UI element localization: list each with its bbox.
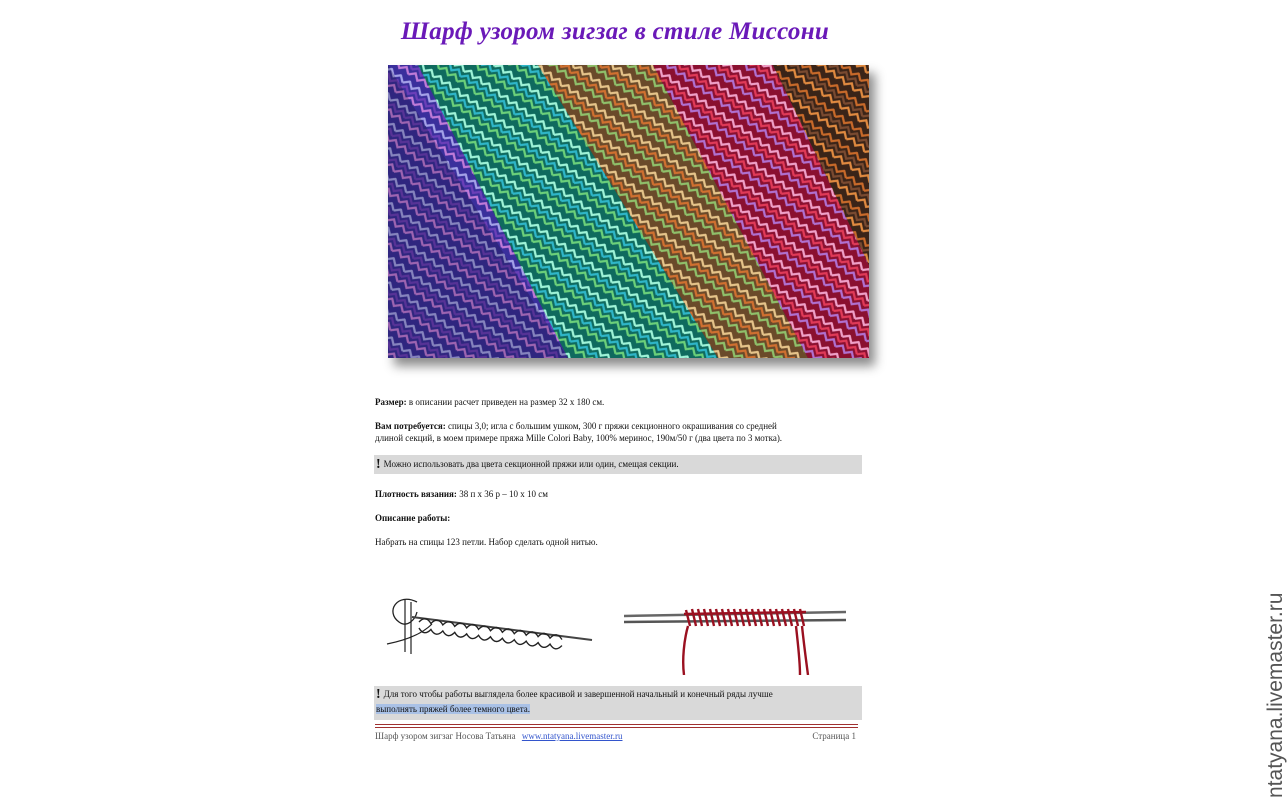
size-label: Размер: (375, 397, 407, 407)
note-dark-rows-line2-selected[interactable]: выполнять пряжей более темного цвета. (376, 704, 530, 714)
footer-page-number: Страница 1 (812, 731, 856, 741)
description-text: Набрать на спицы 123 петли. Набор сделать одной нитью. (375, 537, 598, 547)
note-dark-rows (374, 686, 862, 720)
needles-with-red-yarn (624, 590, 846, 675)
footer-site-link[interactable]: www.ntatyana.livemaster.ru (521, 731, 623, 741)
note-dark-rows-line1: Для того чтобы работы выглядела более красивой и завершенной начальный и конечный ряды лучше (383, 689, 773, 699)
scarf-photo (388, 65, 869, 358)
size-paragraph (375, 396, 860, 408)
exclamation-icon: ! (376, 687, 381, 702)
density-paragraph (375, 488, 860, 500)
zigzag-knit-image (388, 65, 869, 358)
note-two-colors (374, 455, 862, 474)
footer-divider-bottom (375, 727, 858, 728)
description-label: Описание работы: (375, 513, 451, 523)
density-label: Плотность вязания: (375, 489, 457, 499)
needles-photo (624, 590, 846, 675)
materials-line2: длиной секций, в моем примере пряжа Mille Colori Baby, 100% меринос, 190м/50 г (два цвета по 3 мотка). (375, 433, 783, 443)
page-title: Шарф узором зигзаг в стиле Миссони (400, 18, 830, 45)
description-heading (375, 512, 860, 524)
materials-paragraph (375, 420, 860, 444)
size-text: в описании расчет приведен на размер 32 х 180 см. (408, 397, 605, 407)
cast-on-sketch-drawing (377, 582, 597, 672)
materials-line1: спицы 3,0; игла с большим ушком, 300 г пряжи секционного окрашивания со средней (448, 421, 777, 431)
cast-on-sketch (377, 582, 597, 672)
footer-author: Шарф узором зигзаг Носова Татьяна (375, 731, 516, 741)
note-two-colors-text: Можно использовать два цвета секционной пряжи или один, смещая секции. (383, 459, 679, 469)
footer-divider-top (375, 724, 858, 725)
watermark-text: ntatyana.livemaster.ru (1264, 592, 1287, 798)
page-footer (375, 731, 858, 741)
materials-label: Вам потребуется: (375, 421, 446, 431)
exclamation-icon: ! (376, 457, 381, 472)
density-text: 38 п х 36 р – 10 х 10 см (459, 489, 548, 499)
